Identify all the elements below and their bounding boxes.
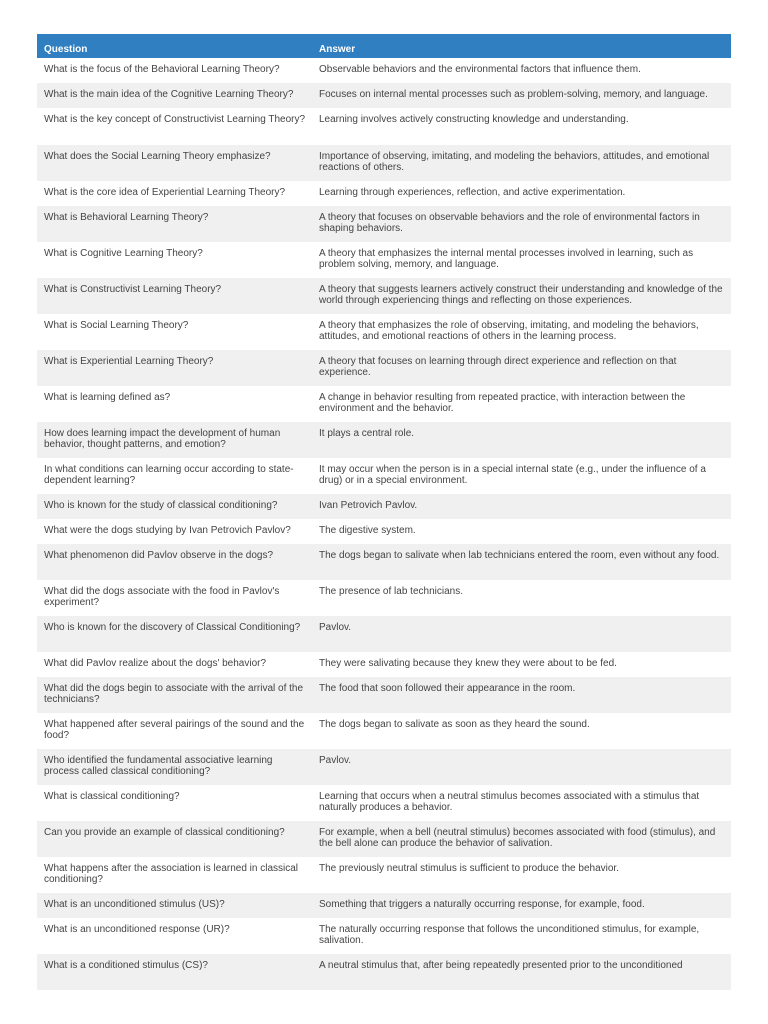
qa-table — [37, 34, 731, 990]
table-row — [37, 677, 731, 713]
answer-cell: Pavlov. — [319, 755, 352, 766]
table-row — [37, 278, 731, 314]
table-row — [37, 108, 731, 145]
question-cell: Who identified the fundamental associative learning process called classical conditioning? — [44, 755, 273, 778]
answer-cell: Observable behaviors and the environmental factors that influence them. — [319, 64, 641, 75]
table-row — [37, 83, 731, 108]
table-row — [37, 713, 731, 749]
question-cell: What is the main idea of the Cognitive Learning Theory? — [44, 89, 294, 100]
table-row — [37, 652, 731, 677]
answer-cell: A theory that emphasizes the internal mental processes involved in learning, such as problem solving, memory, and language. — [319, 248, 694, 271]
question-cell: Who is known for the discovery of Classical Conditioning? — [44, 622, 301, 633]
question-cell: What were the dogs studying by Ivan Petrovich Pavlov? — [44, 525, 291, 536]
table-header — [37, 34, 731, 58]
question-cell: What is an unconditioned response (UR)? — [44, 924, 230, 935]
question-cell: Who is known for the study of classical conditioning? — [44, 500, 278, 511]
question-cell: What is Experiential Learning Theory? — [44, 356, 214, 367]
table-row — [37, 458, 731, 494]
question-column-header: Question — [44, 43, 88, 55]
question-cell: Can you provide an example of classical conditioning? — [44, 827, 285, 838]
question-cell: What does the Social Learning Theory emphasize? — [44, 151, 271, 162]
table-row — [37, 58, 731, 83]
question-cell: What is the key concept of Constructivist Learning Theory? — [44, 114, 306, 125]
table-row — [37, 785, 731, 821]
table-row — [37, 422, 731, 458]
answer-cell: Learning that occurs when a neutral stimulus becomes associated with a stimulus that naturally produces a behavior. — [319, 791, 700, 814]
answer-cell: The food that soon followed their appearance in the room. — [319, 683, 576, 694]
question-cell: What did the dogs associate with the food in Pavlov's experiment? — [44, 586, 280, 609]
answer-cell: The dogs began to salivate as soon as they heard the sound. — [319, 719, 590, 730]
table-row — [37, 616, 731, 652]
question-cell: What is Social Learning Theory? — [44, 320, 189, 331]
answer-cell: It may occur when the person is in a special internal state (e.g., under the influence of a drug) or in a special environment. — [319, 464, 706, 487]
answer-cell: Focuses on internal mental processes such as problem-solving, memory, and language. — [319, 89, 708, 100]
answer-cell: The naturally occurring response that follows the unconditioned stimulus, for example, salivation. — [319, 924, 700, 947]
question-cell: What is an unconditioned stimulus (US)? — [44, 899, 225, 910]
answer-cell: A change in behavior resulting from repeated practice, with interaction between the environment and the behavior. — [319, 392, 686, 415]
answer-cell: The previously neutral stimulus is sufficient to produce the behavior. — [319, 863, 619, 874]
answer-cell: A neutral stimulus that, after being repeatedly presented prior to the unconditioned — [319, 960, 683, 971]
table-row — [37, 242, 731, 278]
answer-cell: A theory that focuses on learning through direct experience and reflection on that experience. — [319, 356, 677, 379]
question-cell: What is Constructivist Learning Theory? — [44, 284, 222, 295]
table-row — [37, 350, 731, 386]
answer-cell: A theory that emphasizes the role of observing, imitating, and modeling the behaviors, attitudes, and emotional reactions of others in the learning process. — [319, 320, 699, 343]
question-cell: What happens after the association is learned in classical conditioning? — [44, 863, 299, 886]
answer-cell: Pavlov. — [319, 622, 352, 633]
table-row — [37, 544, 731, 580]
answer-cell: The presence of lab technicians. — [319, 586, 463, 597]
table-row — [37, 580, 731, 616]
answer-cell: The dogs began to salivate when lab technicians entered the room, even without any food. — [319, 550, 720, 561]
table-row — [37, 494, 731, 519]
question-cell: What phenomenon did Pavlov observe in the dogs? — [44, 550, 274, 561]
table-row — [37, 181, 731, 206]
answer-cell: The digestive system. — [319, 525, 416, 536]
answer-cell: A theory that focuses on observable behaviors and the role of environmental factors in shaping behaviors. — [319, 212, 700, 235]
answer-column-header: Answer — [319, 43, 356, 55]
answer-cell: For example, when a bell (neutral stimulus) becomes associated with food (stimulus), and the bell alone can produce the behavior of salivation. — [319, 827, 716, 850]
answer-cell: They were salivating because they knew they were about to be fed. — [319, 658, 617, 669]
answer-cell: Importance of observing, imitating, and modeling the behaviors, attitudes, and emotional reactions of others. — [319, 151, 710, 174]
answer-cell: A theory that suggests learners actively construct their understanding and knowledge of the world through experiencing things and reflecting on those experiences. — [319, 284, 723, 307]
table-row — [37, 918, 731, 954]
answer-cell: Ivan Petrovich Pavlov. — [319, 500, 418, 511]
answer-cell: Something that triggers a naturally occurring response, for example, food. — [319, 899, 645, 910]
table-row — [37, 206, 731, 242]
question-cell: What is the core idea of Experiential Learning Theory? — [44, 187, 286, 198]
question-cell: What is a conditioned stimulus (CS)? — [44, 960, 208, 971]
answer-cell: Learning involves actively constructing knowledge and understanding. — [319, 114, 629, 125]
answer-cell: Learning through experiences, reflection, and active experimentation. — [319, 187, 626, 198]
table-row — [37, 893, 731, 918]
question-cell: What did Pavlov realize about the dogs' behavior? — [44, 658, 267, 669]
table-row — [37, 519, 731, 544]
table-row — [37, 821, 731, 857]
table-row — [37, 749, 731, 785]
table-row — [37, 314, 731, 350]
table-row — [37, 857, 731, 893]
question-cell: How does learning impact the development of human behavior, thought patterns, and emotion? — [44, 428, 281, 451]
question-cell: What is Cognitive Learning Theory? — [44, 248, 203, 259]
question-cell: What did the dogs begin to associate with the arrival of the technicians? — [44, 683, 304, 706]
table-body — [37, 58, 731, 990]
question-cell: What happened after several pairings of the sound and the food? — [44, 719, 305, 742]
question-cell: What is Behavioral Learning Theory? — [44, 212, 209, 223]
question-cell: In what conditions can learning occur according to state-dependent learning? — [44, 464, 294, 487]
question-cell: What is learning defined as? — [44, 392, 171, 403]
table-row — [37, 386, 731, 422]
answer-cell: It plays a central role. — [319, 428, 415, 439]
table-row — [37, 954, 731, 990]
table-row — [37, 145, 731, 181]
question-cell: What is the focus of the Behavioral Learning Theory? — [44, 64, 280, 75]
question-cell: What is classical conditioning? — [44, 791, 180, 802]
